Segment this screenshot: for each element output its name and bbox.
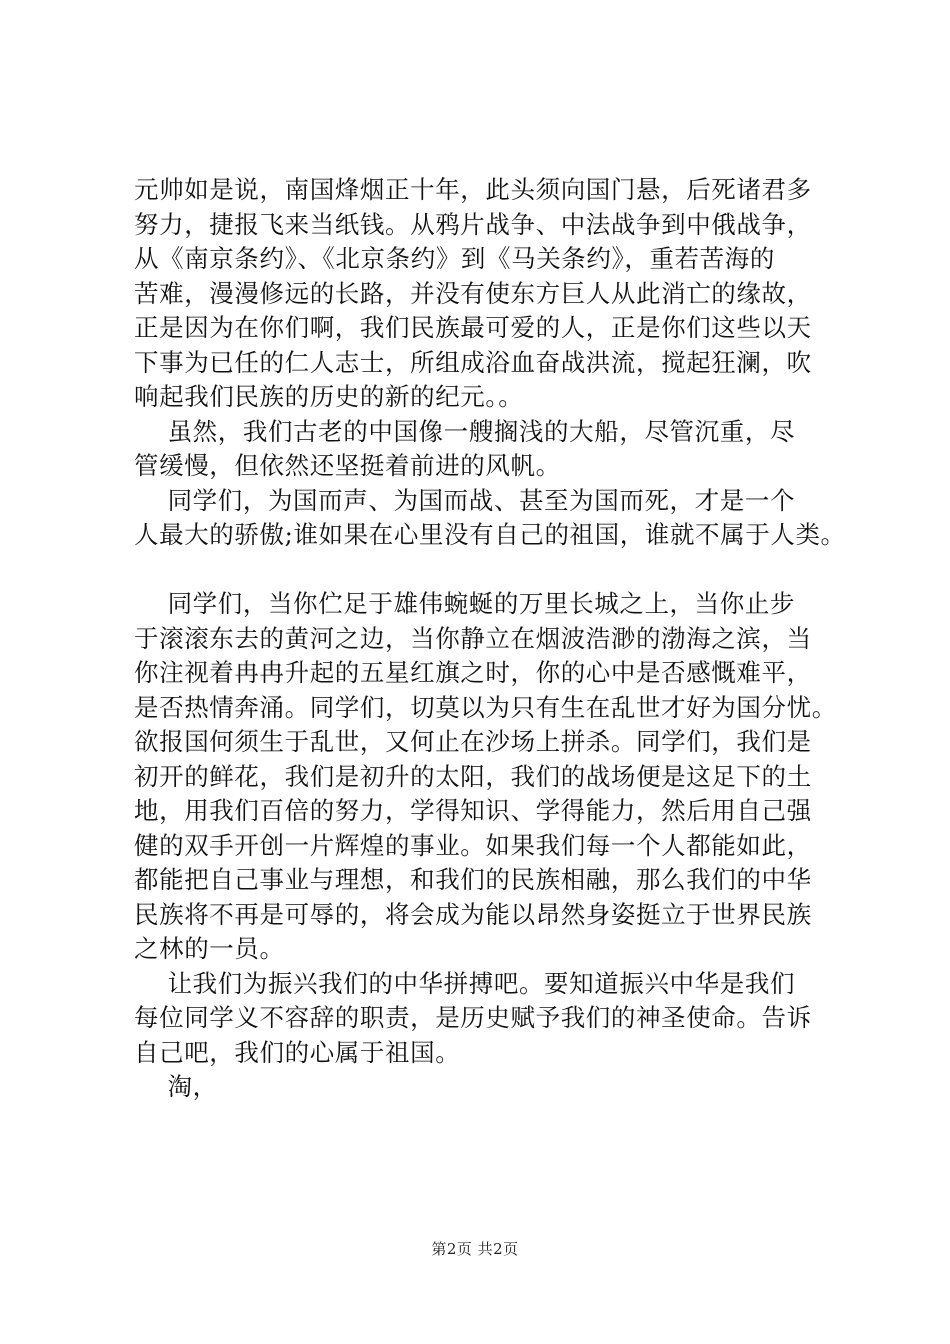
text-line: 同学们，当你伫足于雄伟蜿蜒的万里长城之上，当你止步 [134, 589, 796, 618]
text-line: 地，用我们百倍的努力，学得知识、学得能力，然后用自己强 [134, 796, 812, 825]
paragraph-2 [134, 415, 854, 484]
document-body [134, 173, 854, 1105]
paragraph-4 [134, 587, 854, 967]
text-line: 都能把自己事业与理想，和我们的民族相融，那么我们的中华 [134, 865, 812, 894]
paragraph-1 [134, 173, 854, 415]
text-line: 虽然，我们古老的中国像一艘搁浅的大船，尽管沉重，尽 [134, 416, 796, 446]
text-line: 每位同学义不容辞的职责，是历史赋予我们的神圣使命。告诉 [134, 1003, 812, 1032]
text-line: 苦难，漫漫修远的长路，并没有使东方巨人从此消亡的缘故， [134, 278, 812, 308]
text-line: 管缓慢，但依然还坚挺着前进的风帆。 [134, 451, 561, 480]
paragraph-5 [134, 967, 854, 1071]
text-line: 民族将不再是可辱的，将会成为能以昂然身姿挺立于世界民族 [134, 899, 812, 929]
paragraph-6 [134, 1070, 854, 1105]
text-line: 之林的一员。 [134, 934, 285, 963]
blank-line [134, 553, 854, 588]
text-line: 于滚滚东去的黄河之边，当你静立在烟波浩渺的渤海之滨，当 [134, 623, 812, 653]
text-line: 淘， [134, 1072, 218, 1101]
page-number-label: 第2页 共2页 [431, 1240, 519, 1258]
text-line: 同学们，为国而声、为国而战、甚至为国而死，才是一个 [134, 485, 796, 515]
text-line: 人最大的骄傲;谁如果在心里没有自己的祖国，谁就不属于人类。 [134, 520, 846, 549]
text-line: 欲报国何须生于乱世，又何止在沙场上拼杀。同学们，我们是 [134, 727, 812, 756]
text-line: 下事为已任的仁人志士，所组成浴血奋战洪流，搅起狂澜，吹 [134, 347, 812, 377]
paragraph-3 [134, 484, 854, 553]
text-line: 你注视着冉冉升起的五星红旗之时，你的心中是否感慨难平， [134, 658, 812, 687]
text-line: 从《南京条约》、《北京条约》到《马关条约》，重若苦海的 [134, 244, 775, 273]
page-footer [0, 1238, 950, 1259]
text-line: 是否热情奔涌。同学们，切莫以为只有生在乱世才好为国分忧。 [134, 692, 837, 722]
text-line: 努力，捷报飞来当纸钱。从鸦片战争、中法战争到中俄战争， [134, 209, 812, 239]
text-line: 初开的鲜花，我们是初升的太阳，我们的战场便是这足下的土 [134, 761, 812, 791]
text-line: 正是因为在你们啊，我们民族最可爱的人，正是你们这些以天 [134, 313, 812, 342]
text-line: 自己吧，我们的心属于祖国。 [134, 1037, 461, 1067]
text-line: 让我们为振兴我们的中华拼搏吧。要知道振兴中华是我们 [134, 968, 796, 998]
text-line: 元帅如是说，南国烽烟正十年，此头须向国门悬，后死诸君多 [134, 175, 812, 204]
text-line: 健的双手开创一片辉煌的事业。如果我们每一个人都能如此， [134, 830, 812, 860]
text-line: 响起我们民族的历史的新的纪元。。 [134, 382, 524, 411]
